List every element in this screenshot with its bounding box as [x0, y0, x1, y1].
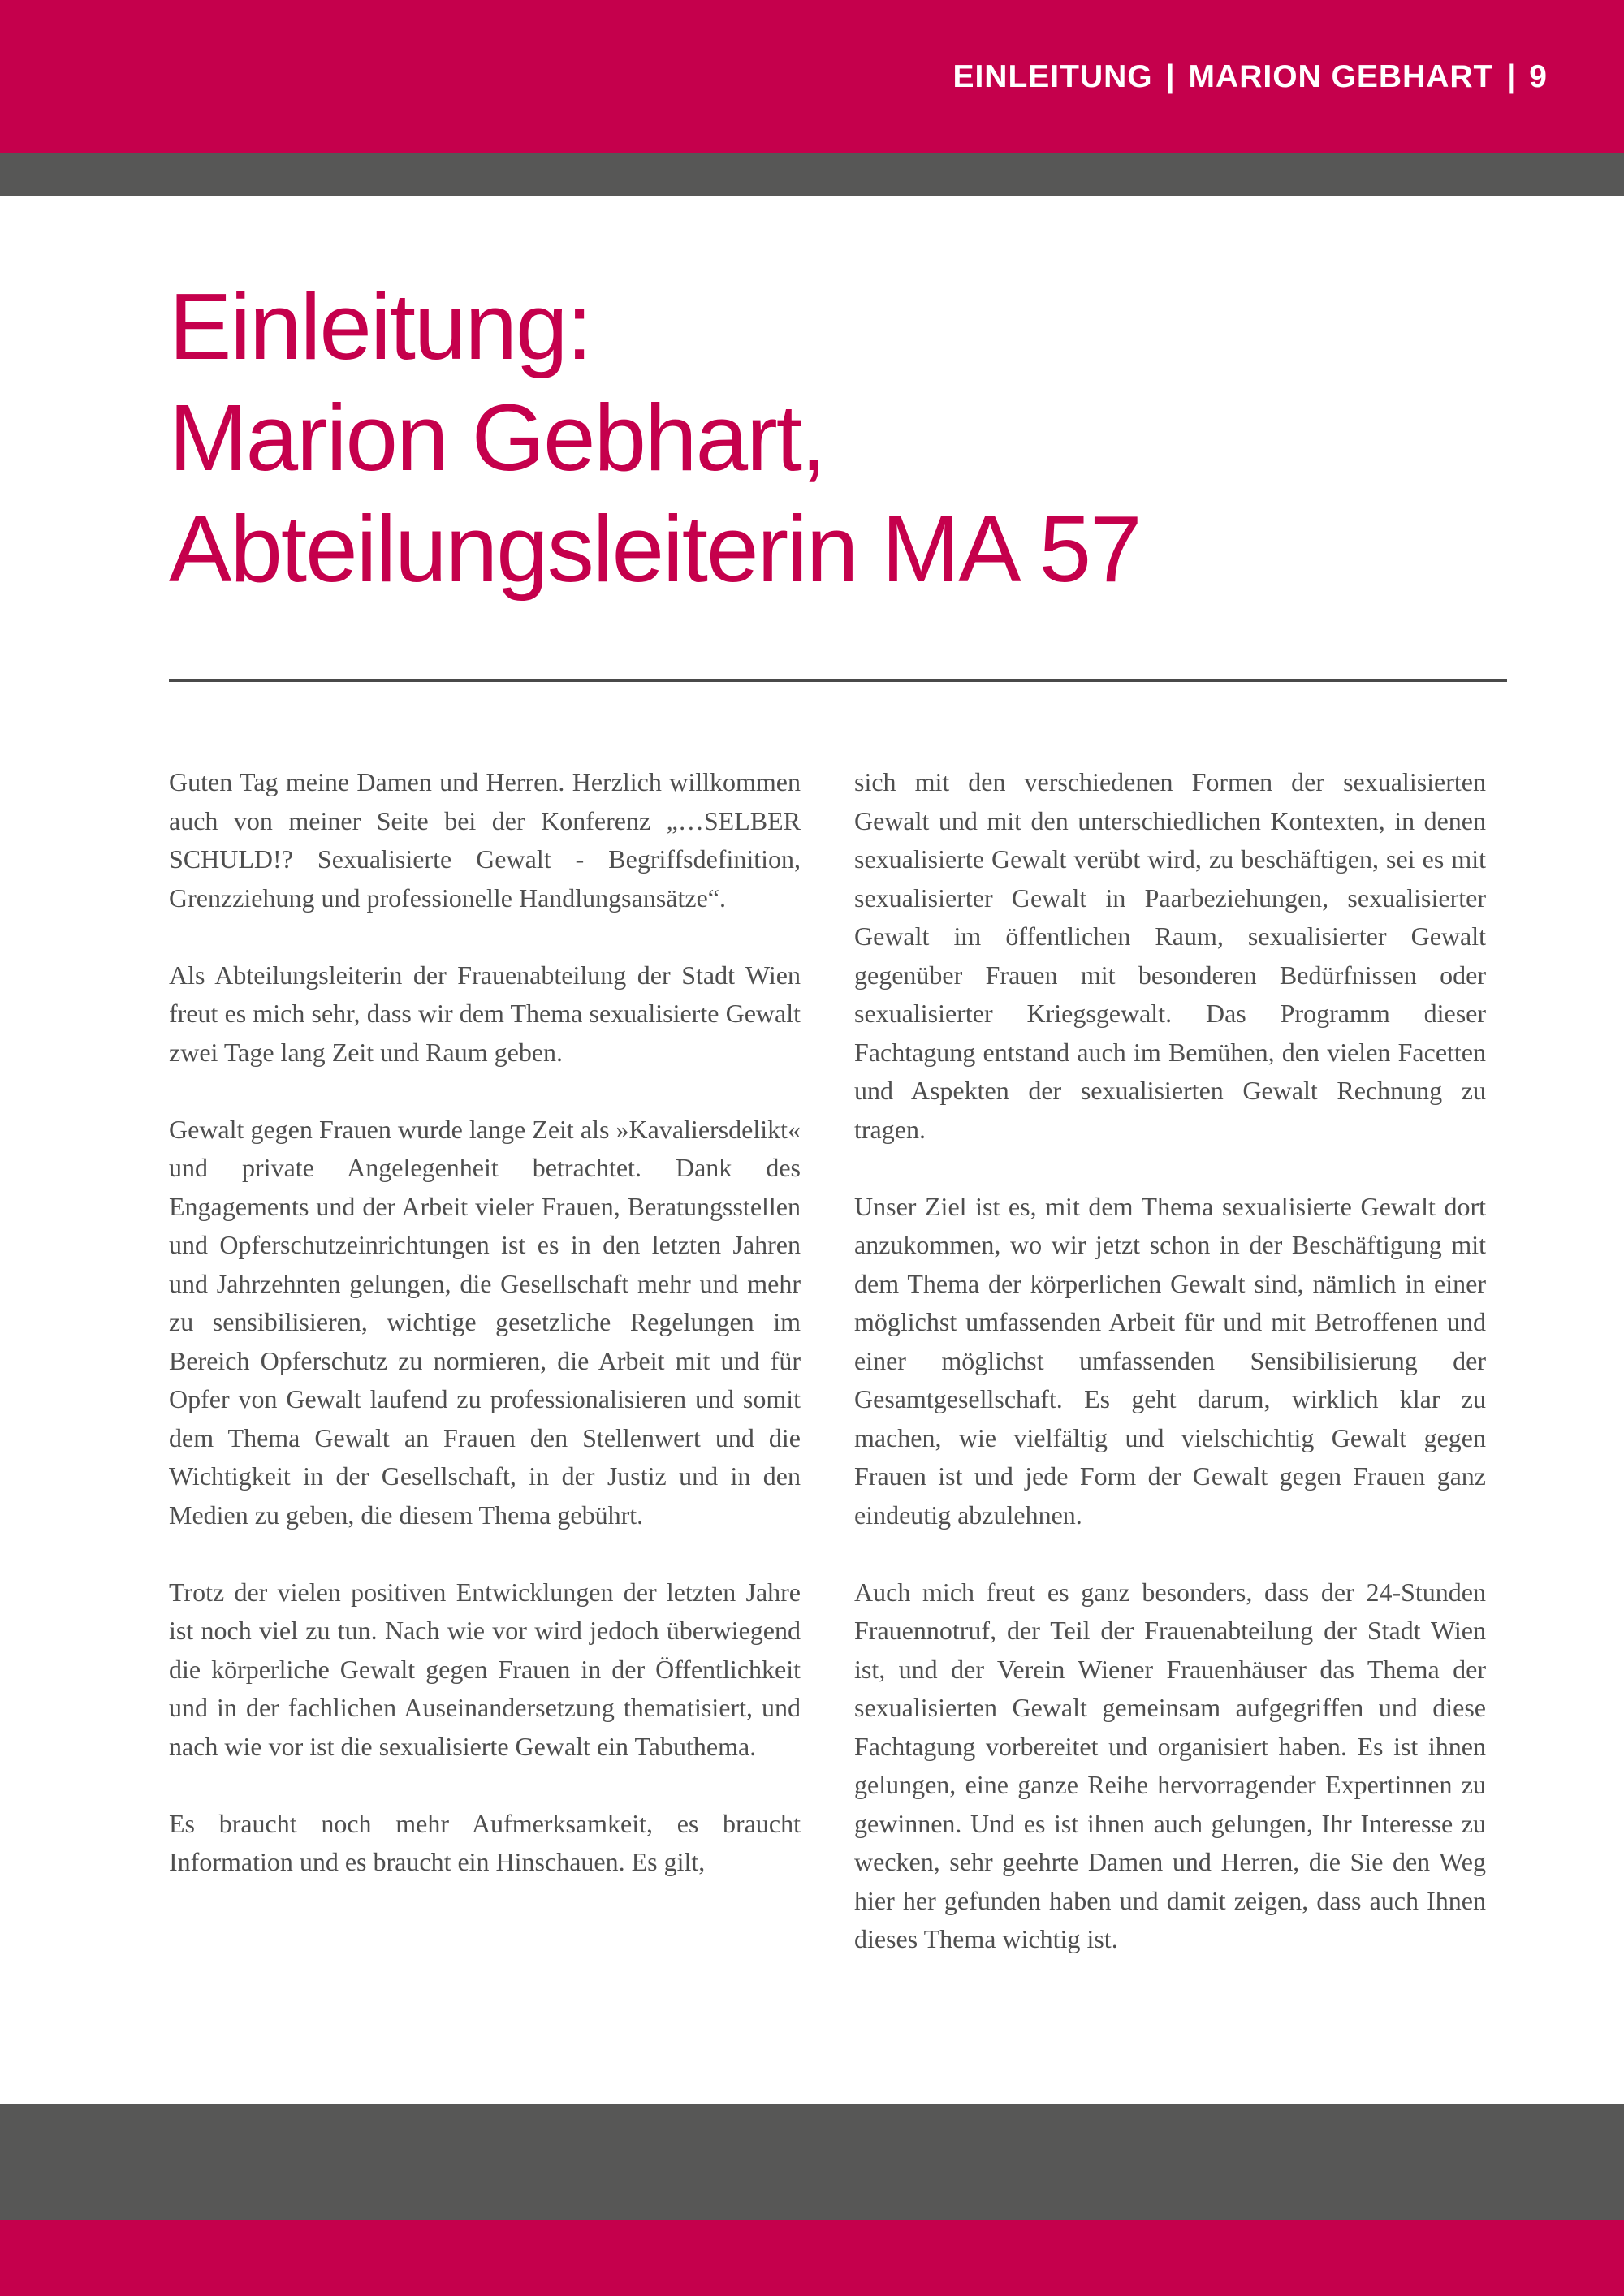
- running-head-separator: |: [1506, 59, 1517, 94]
- page-title: [169, 271, 1141, 605]
- paragraph: sich mit den verschiedenen Formen der sexualisierten Gewalt und mit den unterschiedlichen Kontexten, in denen sexualisierte Gewalt verübt wird, zu beschäftigen, sei es mit sexualisierter Gewalt in Paarbeziehungen, sexualisierter Gewalt im öffentlichen Raum, sexualisierter Gewalt gegenüber Frauen mit besonderen Bedürfnissen oder sexualisierter Kriegsgewalt. Das Programm dieser Fachtagung entstand auch im Bemühen, den vielen Facetten und Aspekten der sexualisierten Gewalt Rechnung zu tragen.: [854, 767, 1486, 1144]
- running-head: [952, 58, 1548, 96]
- running-head-author: MARION GEBHART: [1188, 59, 1494, 94]
- paragraph: Trotz der vielen positiven Entwicklungen der letzten Jahre ist noch viel zu tun. Nach wie vor wird jedoch überwiegend die körperliche Gewalt gegen Frauen in der Öffentlichkeit und in der fachlichen Auseinandersetzung thematisiert, und nach wie vor ist die sexualisierte Gewalt ein Tabuthema.: [169, 1577, 801, 1761]
- page-number: 9: [1529, 59, 1548, 94]
- paragraph: Unser Ziel ist es, mit dem Thema sexualisierte Gewalt dort anzukommen, wo wir jetzt schon in der Beschäftigung mit dem Thema der körperlichen Gewalt sind, nämlich in einer möglichst umfassenden Arbeit für und mit Betroffenen und einer möglichst umfassenden Sensibilisierung der Gesamtgesellschaft. Es geht darum, wirklich klar zu machen, wie vielfältig und vielschichtig Gewalt gegen Frauen ist und jede Form der Gewalt gegen Frauen ganz eindeutig abzulehnen.: [854, 1191, 1486, 1530]
- footer-band: [0, 2220, 1624, 2296]
- running-head-section: EINLEITUNG: [952, 59, 1153, 94]
- running-head-separator: |: [1165, 59, 1176, 94]
- paragraph: Es braucht noch mehr Aufmerksamkeit, es braucht Information und es braucht ein Hinschauen. Es gilt,: [169, 1808, 801, 1876]
- footer-gray-stripe: [0, 2104, 1624, 2220]
- title-line-3: Abteilungsleiterin MA 57: [169, 496, 1141, 602]
- header-gray-stripe: [0, 153, 1624, 196]
- paragraph: Als Abteilungsleiterin der Frauenabteilung der Stadt Wien freut es mich sehr, dass wir dem Thema sexualisierte Gewalt zwei Tage lang Zeit und Raum geben.: [169, 960, 801, 1067]
- title-line-2: Marion Gebhart,: [169, 385, 826, 490]
- paragraph: Auch mich freut es ganz besonders, dass der 24-Stunden Frauennotruf, der Teil der Frauenabteilung der Stadt Wien ist, und der Verein Wiener Frauenhäuser das Thema der sexualisierten Gewalt gemeinsam aufgegriffen und diese Fachtagung vorbereitet und organisiert haben. Es ist ihnen gelungen, eine ganze Reihe hervorragender Expertinnen zu gewinnen. Und es ist ihnen auch gelungen, Ihr Interesse zu wecken, sehr geehrte Damen und Herren, die Sie den Weg hier her gefunden haben und damit zeigen, dass auch Ihnen dieses Thema wichtig ist.: [854, 1577, 1486, 1953]
- paragraph: Gewalt gegen Frauen wurde lange Zeit als »Kavaliersdelikt« und private Angelegenheit betrachtet. Dank des Engagements und der Arbeit vieler Frauen, Beratungsstellen und Opferschutzeinrichtungen ist es in den letzten Jahren und Jahrzehnten gelungen, die Gesellschaft mehr und mehr zu sensibilisieren, wichtige gesetzliche Regelungen im Bereich Opferschutz zu normieren, die Arbeit mit und für Opfer von Gewalt laufend zu professionalisieren und somit dem Thema Gewalt an Frauen den Stellenwert und die Wichtigkeit in der Gesellschaft, in der Justiz und in den Medien zu geben, die diesem Thema gebührt.: [169, 1114, 801, 1530]
- paragraph: Guten Tag meine Damen und Herren. Herzlich willkommen auch von meiner Seite bei der Konferenz „…SELBER SCHULD!? Sexualisierte Gewalt - Begriffsdefinition, Grenzziehung und professionelle Handlungsansätze“.: [169, 767, 801, 913]
- body-column-left: [169, 763, 801, 1882]
- body-column-right: [854, 763, 1486, 1959]
- title-line-1: Einleitung:: [169, 274, 591, 379]
- title-divider: [169, 679, 1507, 682]
